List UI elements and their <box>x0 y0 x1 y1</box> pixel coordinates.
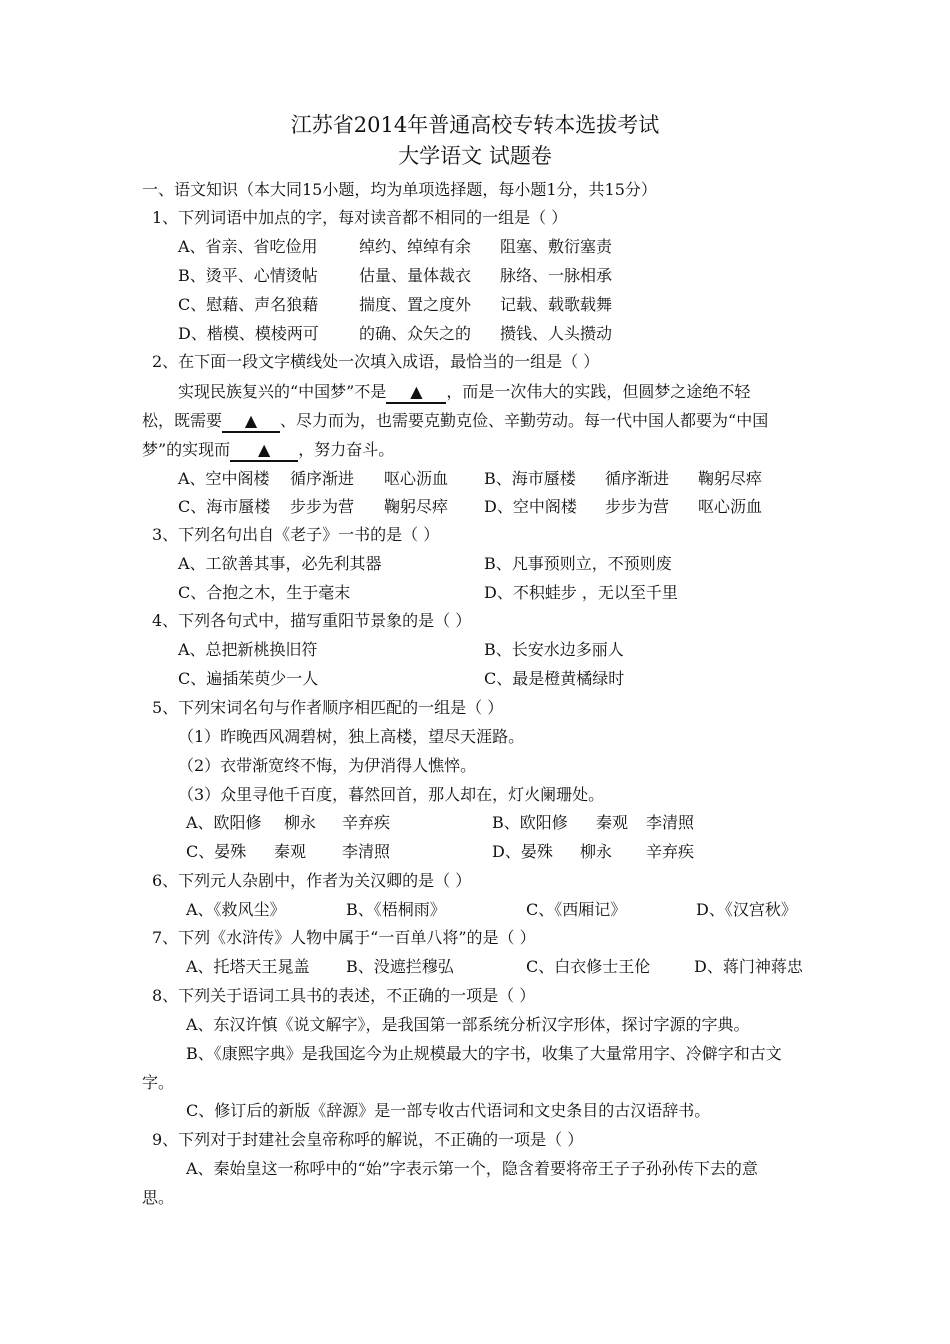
answer-blank: ▲ <box>386 382 446 404</box>
q1-a-3: 阻塞、敷衍塞责 <box>500 237 613 256</box>
exam-title: 江苏省2014年普通高校专转本选拔考试 <box>290 113 660 137</box>
q5-stem: 5、下列宋词名句与作者顺序相匹配的一组是（ ） <box>152 698 504 717</box>
q1-b-1: B、烫平、心情烫帖 <box>178 266 318 285</box>
q2-stem: 2、在下面一段文字横线处一次填入成语，最恰当的一组是（ ） <box>152 352 600 371</box>
q1-d-2: 的确、众矢之的 <box>359 324 472 343</box>
q1-b-2: 估量、量体裁衣 <box>359 266 472 285</box>
q8-option-b-cont: 字。 <box>142 1073 175 1092</box>
q1-c-1: C、慰藉、声名狼藉 <box>178 295 319 314</box>
q9-option-a-cont: 思。 <box>142 1188 175 1207</box>
exam-subtitle: 大学语文 试题卷 <box>398 144 552 168</box>
q1-d-3: 攒钱、人头攒动 <box>500 324 613 343</box>
q2-passage-line: 梦”的实现而 ▲ ，努力奋斗。 <box>142 440 394 462</box>
q9-option-a: A、秦始皇这一称呼中的“始”字表示第一个，隐含着要将帝王子子孙孙传下去的意 <box>186 1159 758 1178</box>
q1-stem: 1、下列词语中加点的字，每对读音都不相同的一组是（ ） <box>152 208 568 227</box>
q8-stem: 8、下列关于语词工具书的表述，不正确的一项是（ ） <box>152 986 536 1005</box>
q5-quote: （2）衣带渐宽终不悔，为伊消得人憔悴。 <box>178 756 477 775</box>
q8-option-b: B、《康熙字典》是我国迄今为止规模最大的字书，收集了大量常用字、冷僻字和古文 <box>186 1044 782 1063</box>
q2-passage-line: 松，既需要 ▲ 、尽力而为，也需要克勤克俭、辛勤劳动。每一代中国人都要为“中国 <box>142 411 768 433</box>
q9-stem: 9、下列对于封建社会皇帝称呼的解说，不正确的一项是（ ） <box>152 1130 584 1149</box>
q8-option-a: A、东汉许慎《说文解字》，是我国第一部系统分析汉字形体，探讨字源的字典。 <box>186 1015 750 1034</box>
q1-b-3: 脉络、一脉相承 <box>500 266 613 285</box>
q6-stem: 6、下列元人杂剧中，作者为关汉卿的是（ ） <box>152 871 472 890</box>
answer-blank: ▲ <box>222 411 280 433</box>
q5-quote: （1）昨晚西风凋碧树，独上高楼，望尽天涯路。 <box>178 727 525 746</box>
q8-option-c: C、修订后的新版《辞源》是一部专收古代语词和文史条目的古汉语辞书。 <box>186 1101 711 1120</box>
q2-passage-line: 实现民族复兴的“中国梦”不是 ▲ ，而是一次伟大的实践，但圆梦之途绝不轻 <box>178 382 750 404</box>
q1-a-2: 绰约、绰绰有余 <box>359 237 472 256</box>
q4-stem: 4、下列各句式中，描写重阳节景象的是（ ） <box>152 611 472 630</box>
q1-c-3: 记载、载歌载舞 <box>500 295 613 314</box>
exam-page: 江苏省2014年普通高校专转本选拔考试 大学语文 试题卷 一、语文知识（本大同15小题，均为单项选择题，每小题1分，共15分） 1、下列词语中加点的字，每对读音都不相同的一组是（ ） A、省亲、省吃俭用 绰约、绰绰有余 阻塞、敷衍塞责 B、烫平、心情烫帖 估量、量体裁衣 脉络、一脉相承 C、慰藉、声名狼藉 揣度、置之度外 记载、载歌载舞 D、楷模、模棱两可 的确、众矢之的 攒钱、人头攒动 2、在下面一段文字横线处一次填入成语，最恰当的一组是（ ） 实现民族复兴的“中国梦”不是 ▲ ，而是一次伟大的实践，但圆梦之途绝不轻 松，既需要 ▲ 、尽力而为，也需要克勤克俭、辛勤劳动。每一代中国人都要为“中国 梦”的实现而 ▲ ，努力奋斗。 A、空中阁楼 循序渐进 呕心沥血 B、海市蜃楼 循序渐进 鞠躬尽瘁 C、海市蜃楼 步步为营 鞠躬尽瘁 D、空中阁楼 步步为营 呕心沥血 3、下列名句出自《老子》一书的是（ ） A、工欲善其事，必先利其器 B、凡事预则立，不预则废 C、合抱之木，生于毫末 D、不积蛙步 ，无以至千里 4、下列各句式中，描写重阳节景象的是（ ） A、总把新桃换旧符 B、长安水边多丽人 C、遍插茱萸少一人 C、最是橙黄橘绿时 5、下列宋词名句与作者顺序相匹配的一组是（ ） （1）昨晚西风凋碧树，独上高楼，望尽天涯路。 （2）衣带渐宽终不悔，为伊消得人憔悴。 （3）众里寻他千百度，暮然回首，那人却在，灯火阑珊处。 A、欧阳修 柳永 辛弃疾 B、欧阳修 秦观 李清照 C、晏殊 秦观 李清照 D、晏殊 柳永 辛弃疾 6、下列元人杂剧中，作者为关汉卿的是（ ） A、《救风尘》 B、《梧桐雨》 C、《西厢记》 D、《汉宫秋》 7、下列《水浒传》人物中属于“一百单八将”的是（ ） A、托塔天王晁盖 B、没遮拦穆弘 C、白衣修士王伦 D、蒋门神蒋忠 8、下列关于语词工具书的表述，不正确的一项是（ ） A、东汉许慎《说文解字》，是我国第一部系统分析汉字形体，探讨字源的字典。 B、《康熙字典》是我国迄今为止规模最大的字书，收集了大量常用字、冷僻字和古文 字。 C、修订后的新版《辞源》是一部专收古代语词和文史条目的古汉语辞书。 9、下列对于封建社会皇帝称呼的解说，不正确的一项是（ ） A、秦始皇这一称呼中的“始”字表示第一个，隐含着要将帝王子子孙孙传下去的意 思。 <box>0 0 950 1344</box>
q3-stem: 3、下列名句出自《老子》一书的是（ ） <box>152 525 440 544</box>
q1-c-2: 揣度、置之度外 <box>359 295 472 314</box>
q5-quote: （3）众里寻他千百度，暮然回首，那人却在，灯火阑珊处。 <box>178 785 605 804</box>
q1-d-1: D、楷模、模棱两可 <box>178 324 319 343</box>
answer-blank: ▲ <box>230 440 298 462</box>
q7-stem: 7、下列《水浒传》人物中属于“一百单八将”的是（ ） <box>152 928 536 947</box>
q1-a-1: A、省亲、省吃俭用 <box>178 237 318 256</box>
section-heading: 一、语文知识（本大同15小题，均为单项选择题，每小题1分，共15分） <box>142 180 657 199</box>
